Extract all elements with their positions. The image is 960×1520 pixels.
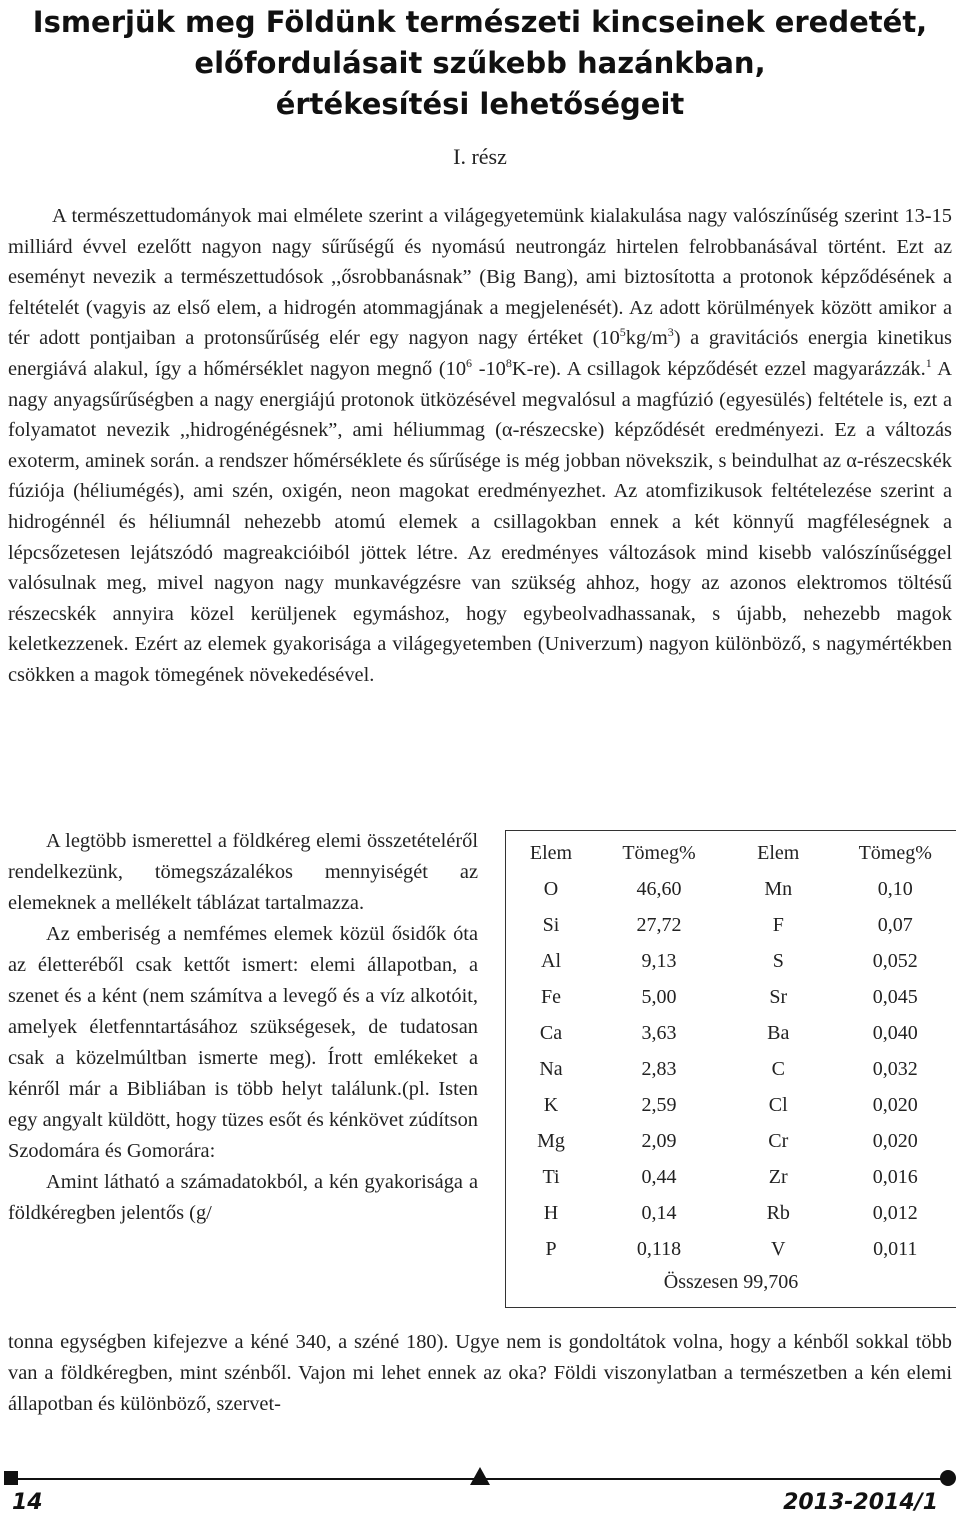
table-cell: 0,032 — [872, 1057, 918, 1080]
table-cell: Cr — [768, 1129, 789, 1152]
table-row — [506, 907, 956, 943]
table-row — [506, 1051, 956, 1087]
table-cell: K — [543, 1093, 559, 1116]
table-row — [506, 1195, 956, 1231]
left-column — [8, 826, 478, 1229]
table-cell: Fe — [541, 985, 561, 1008]
intro-section — [8, 201, 952, 691]
table-cell: Zr — [768, 1165, 788, 1188]
table-row — [506, 943, 956, 979]
table-cell: 0,14 — [641, 1201, 677, 1224]
table-cell: Al — [541, 949, 561, 972]
table-row — [506, 1087, 956, 1123]
circle-ornament — [940, 1470, 956, 1486]
intro-paragraph: A természettudományok mai elmélete szerint a világegyetemünk kialakulása nagy valószínűség szerint 13-15 milliárd évvel ezelőtt nagyon nagy sűrűségű és nyomású neutrongáz hirtelen felrobbanásával történt. Ezt az eseményt nevezik a természettudósok ,,ősrobbanásnak” (Big Bang), ami biztosította a protonok képződésének a feltételét (vagyis az első elem, a hidrogén atommagjának a megjelenését). Az adott körülmények között amikor a tér adott pontjaiban a protonsűrűség elér egy nagyon nagy értéket $(10^5kg/m^3)$ a gravitációs energia kinetikus energiává alakul, így a hőmérséklet nagyon megnő ($10^6$ $-10^8K-re$). A csillagok képződését ezzel magyarázzák.$^1$ A nagy anyagsűrűségben a nagy energiájú protonok ütközésével megvalósul a magfúzió (egyesülés) feltétele is, ezt a folyamatot nevezik ,,hidrogénégésnek”, ami héliummag (α-részecske) képződését eredményezi. Ez a változás exoterm, aminek során. a rendszer hőmérséklete és sűrűsége is még jobban növekszik, s beindulhat az α-részecskék fúziója (héliumégés), ami szén, oxigén, neon magokat eredményezhet. Az atomfizikusok feltételezése szerint a hidrogénnél és héliumnál nehezebb atomú elemek a csillagokban ennek a két könnyű magféleségnek a lépcsőzetesen lejátszódó magreakcióiból jöttek létre. Az eredményes változások mind kisebb valószínűséggel valósulnak meg, mivel nagyon nagy munkavégzésre van szükség ahhoz, hogy az azonos elektromos töltésű részecskék annyira közel kerüljenek egymáshoz, hogy egybeolvadhassanak, s újabb, nehezebb magok keletkezzenek. Ezért az elemek gyakorisága a világegyetemben (Univerzum) nagyon különböző, s nagymértékben csökken a magok tömegének növekedésével. — [8, 205, 952, 686]
header-cell: Tömeg% — [858, 841, 932, 864]
table-row — [506, 871, 956, 907]
table-cell: Ca — [539, 1021, 563, 1044]
table-cell: Cl — [768, 1093, 788, 1116]
table-cell: Si — [542, 913, 560, 936]
table-cell: 2,83 — [641, 1057, 677, 1080]
table-row — [506, 1159, 956, 1195]
table-cell: Mg — [537, 1129, 565, 1152]
table-cell: P — [545, 1237, 557, 1260]
header-cell: Elem — [757, 841, 800, 864]
table-row — [506, 1231, 956, 1267]
table-cell: 0,44 — [641, 1165, 677, 1188]
table-cell: 0,10 — [877, 877, 913, 900]
table-cell: 3,63 — [641, 1021, 677, 1044]
table-cell: 0,011 — [873, 1237, 918, 1260]
table-cell: S — [772, 949, 784, 972]
table-cell: 5,00 — [641, 985, 677, 1008]
table-cell: Ba — [767, 1021, 790, 1044]
triangle-ornament — [470, 1467, 490, 1485]
table-cell: Ti — [542, 1165, 560, 1188]
table-cell: O — [543, 877, 559, 900]
table-cell: 0,020 — [872, 1093, 918, 1116]
table-cell: H — [543, 1201, 559, 1224]
table-row — [506, 1015, 956, 1051]
table-cell: 0,016 — [872, 1165, 918, 1188]
table-cell: 0,040 — [872, 1021, 918, 1044]
bottom-text — [8, 1327, 952, 1420]
table-cell: F — [772, 913, 784, 936]
title-line-3: értékesítési lehetőségeit — [275, 87, 685, 121]
table-cell: Rb — [766, 1201, 790, 1224]
table-cell: Na — [539, 1057, 563, 1080]
title-line-2: előfordulásait szűkebb hazánkban, — [194, 46, 766, 80]
table-cell: 0,118 — [636, 1237, 682, 1260]
table-cell: C — [771, 1057, 785, 1080]
element-abundance-table — [505, 830, 956, 1308]
part-label: I. rész — [453, 144, 507, 169]
left-paragraph-3: Amint látható a számadatokból, a kén gyakorisága a földkéregben jelentős (g/ — [8, 1171, 478, 1224]
table-cell: 9,13 — [641, 949, 677, 972]
table-header-row — [506, 835, 956, 871]
table-cell: Sr — [769, 985, 788, 1008]
table-cell: 46,60 — [636, 877, 682, 900]
table-cell: 27,72 — [636, 913, 682, 936]
page-number: 14 — [12, 1490, 43, 1515]
table-cell: V — [771, 1237, 786, 1260]
table-row — [506, 1123, 956, 1159]
table-row — [506, 979, 956, 1015]
table-cell: 0,052 — [872, 949, 918, 972]
left-paragraph-1: A legtöbb ismerettel a földkéreg elemi összetételéről rendelkezünk, tömegszázalékos mennyiségét az elemeknek a mellékelt táblázat tartalmazza. — [8, 830, 478, 914]
left-paragraph-2: Az emberiség a nemfémes elemek közül ősidők óta az életteréből csak kettőt ismert: elemi állapotban, a szenet és a ként (nem számítva a levegő és a víz alkotóit, amelyek életfenntartásához szükségesek, de tudatosan csak a közelmúltban ismerte meg). Írott emlékeket a kénről már a Bibliában is több helyt találunk.(pl. Isten egy angyalt küldött, hogy tüzes esőt és kénkövet zúdítson Szodomára és Gomorára: — [8, 923, 478, 1162]
table-cell: 2,59 — [641, 1093, 677, 1116]
table-total: Összesen 99,706 — [663, 1271, 799, 1293]
bottom-paragraph: tonna egységben kifejezve a kéné 340, a széné 180). Ugye nem is gondoltátok volna, hogy a kénből sokkal több van a földkéregben, mint szénből. Vajon mi lehet ennek az oka? Földi viszonylatban a természetben a kén elemi állapotban és különböző, szervet- — [8, 1331, 952, 1415]
table-cell: 0,012 — [872, 1201, 918, 1224]
table-cell: 2,09 — [641, 1129, 677, 1152]
issue-year: 2013-2014/1 — [783, 1490, 938, 1515]
table-cell: 0,045 — [872, 985, 918, 1008]
table-cell: 0,07 — [877, 913, 913, 936]
table-cell: Mn — [764, 877, 793, 900]
header-cell: Tömeg% — [622, 841, 696, 864]
title-line-1: Ismerjük meg Földünk természeti kincseinek eredetét, — [32, 5, 928, 39]
table-cell: 0,020 — [872, 1129, 918, 1152]
article-title — [0, 2, 960, 125]
header-cell: Elem — [529, 841, 573, 864]
